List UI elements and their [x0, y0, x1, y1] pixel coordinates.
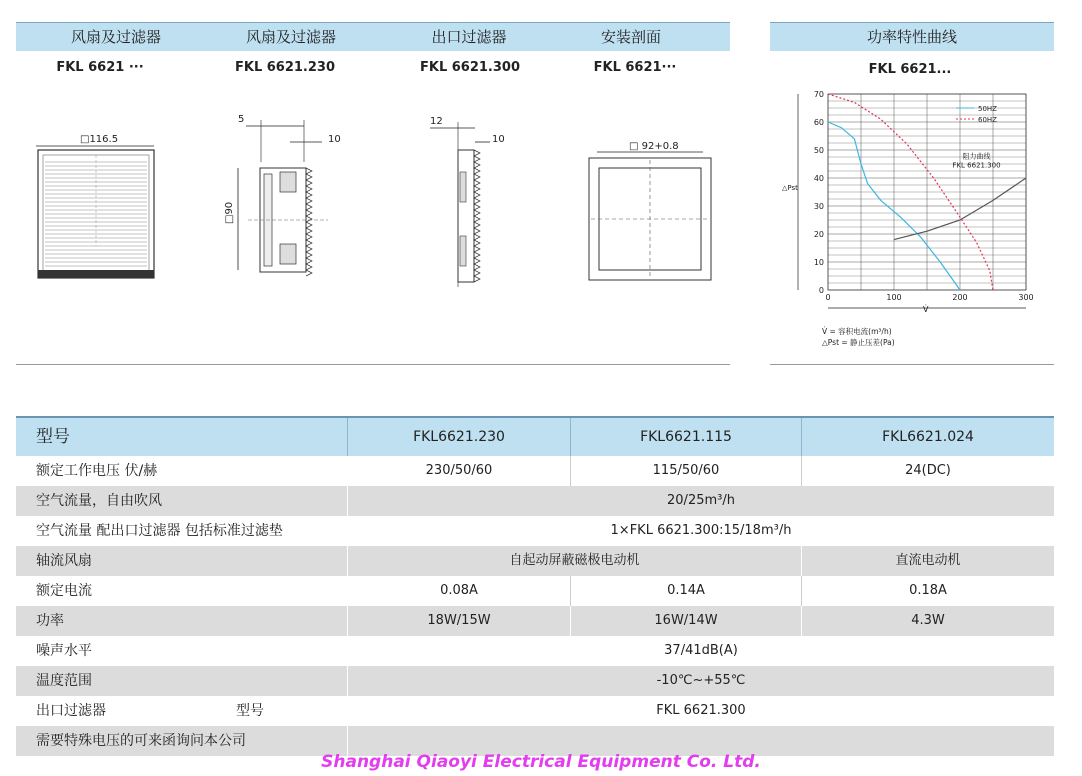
cell-value: 4.3W — [911, 613, 945, 628]
row-label: 出口过滤器 — [36, 703, 106, 719]
x-tick-label: 0 — [825, 293, 831, 302]
chart-note: V̇ = 容积电流(m³/h) — [822, 327, 892, 336]
model-label-2: FKL 6621.230 — [234, 60, 336, 75]
header-model-115: FKL6621.115 — [640, 429, 732, 445]
dim-side-right: 10 — [328, 134, 341, 145]
cell-value: 1×FKL 6621.300:15/18m³/h — [610, 523, 792, 538]
header-outlet-filter: 出口过滤器 — [431, 28, 507, 46]
cell-divider — [801, 606, 802, 636]
x-tick-label: 300 — [1018, 293, 1034, 302]
cell-value: 直流电动机 — [895, 553, 961, 568]
table-row — [16, 546, 1054, 576]
cell-value: -10℃~+55℃ — [656, 673, 746, 688]
row-label: 轴流风扇 — [36, 553, 92, 569]
column-divider — [347, 456, 348, 756]
table-row — [16, 696, 1054, 726]
dim-side-left: 5 — [238, 114, 245, 125]
dim-cutout: □ 92+0.8 — [629, 141, 679, 152]
header-model-024: FKL6621.024 — [882, 429, 974, 445]
cell-divider — [801, 546, 802, 576]
model-label-3: FKL 6621.300 — [419, 60, 521, 75]
table-row — [16, 486, 1054, 516]
row-sublabel: 型号 — [236, 703, 264, 719]
cell-value: 24(DC) — [905, 463, 951, 478]
row-label: 功率 — [36, 613, 64, 629]
table-row — [16, 456, 1054, 486]
drawings-bottom-rule — [16, 364, 730, 365]
cell-value: 自起动屏蔽磁极电动机 — [509, 553, 640, 568]
header-fan-filter-2: 风扇及过滤器 — [245, 28, 336, 46]
side-view-drawing — [218, 112, 348, 292]
header-fan-filter-1: 风扇及过滤器 — [70, 28, 161, 46]
row-label: 空气流量，自由吹风 — [36, 493, 162, 509]
row-label: 额定电流 — [36, 583, 92, 599]
header-model-230: FKL6621.230 — [413, 429, 505, 445]
column-divider — [570, 576, 571, 606]
x-axis-label: V̇ — [923, 305, 929, 314]
y-axis-label: △Pst — [782, 184, 798, 192]
column-divider — [570, 456, 571, 486]
y-tick-label: 40 — [813, 174, 824, 183]
table-row — [16, 516, 1054, 546]
cell-value: FKL 6621.300 — [656, 703, 746, 718]
chart-bottom-rule — [770, 364, 1054, 365]
y-tick-label: 50 — [813, 146, 824, 155]
legend-label: 60HZ — [978, 116, 997, 124]
legend-label: 50HZ — [978, 105, 997, 113]
dim-outlet-left: 12 — [430, 116, 443, 127]
cell-value: 0.08A — [440, 583, 478, 598]
y-tick-label: 30 — [813, 202, 824, 211]
dim-side-height: □90 — [224, 201, 235, 224]
front-view-drawing — [30, 128, 160, 284]
cell-value: 18W/15W — [427, 613, 491, 628]
y-tick-label: 10 — [813, 258, 824, 267]
header-performance-curve: 功率特性曲线 — [866, 28, 957, 46]
chart-header-band — [770, 22, 1054, 51]
column-divider — [801, 456, 802, 486]
cell-divider — [570, 606, 571, 636]
cell-value: 37/41dB(A) — [664, 643, 738, 658]
chart-note: △Pst = 静止压差(Pa) — [822, 338, 895, 347]
drawings-header-band — [16, 22, 730, 51]
chart-annotation: FKL 6621.300 — [952, 161, 1001, 170]
header-model-label: 型号 — [36, 427, 70, 447]
x-tick-label: 100 — [886, 293, 902, 302]
row-note: 需要特殊电压的可来函询问本公司 — [36, 733, 246, 749]
spec-table-header — [16, 416, 1054, 456]
performance-chart — [780, 82, 1050, 357]
header-divider — [570, 418, 571, 458]
y-tick-label: 20 — [813, 230, 824, 239]
chart-annotation: 阻力曲线 — [962, 152, 991, 161]
model-label-chart: FKL 6621... — [868, 62, 952, 77]
company-footer: Shanghai Qiaoyi Electrical Equipment Co. Ltd. — [321, 752, 761, 772]
header-divider — [347, 418, 348, 458]
mounting-cutout-drawing — [585, 138, 715, 288]
y-tick-label: 70 — [813, 90, 824, 99]
x-tick-label: 200 — [952, 293, 968, 302]
table-row — [16, 666, 1054, 696]
row-label: 温度范围 — [36, 673, 92, 689]
table-row — [16, 576, 1054, 606]
header-divider — [801, 418, 802, 458]
dim-outlet-right: 10 — [492, 134, 505, 145]
cell-value: 0.18A — [909, 583, 947, 598]
dim-front-width: □116.5 — [80, 134, 119, 145]
model-label-1: FKL 6621 ··· — [56, 60, 144, 75]
header-mounting-section: 安装剖面 — [600, 28, 661, 46]
table-row — [16, 606, 1054, 636]
y-tick-label: 60 — [813, 118, 824, 127]
column-divider — [801, 576, 802, 606]
cell-value: 20/25m³/h — [667, 493, 735, 508]
row-label: 空气流量 配出口过滤器 包括标准过滤垫 — [36, 523, 283, 539]
y-tick-label: 0 — [818, 286, 824, 295]
row-label: 噪声水平 — [36, 643, 92, 659]
outlet-filter-drawing — [420, 112, 530, 292]
cell-value: 16W/14W — [654, 613, 718, 628]
row-label: 额定工作电压 伏/赫 — [36, 463, 158, 479]
cell-value: 230/50/60 — [425, 463, 493, 478]
table-row — [16, 636, 1054, 666]
cell-value: 115/50/60 — [652, 463, 720, 478]
cell-value: 0.14A — [667, 583, 705, 598]
model-label-4: FKL 6621··· — [593, 60, 677, 75]
